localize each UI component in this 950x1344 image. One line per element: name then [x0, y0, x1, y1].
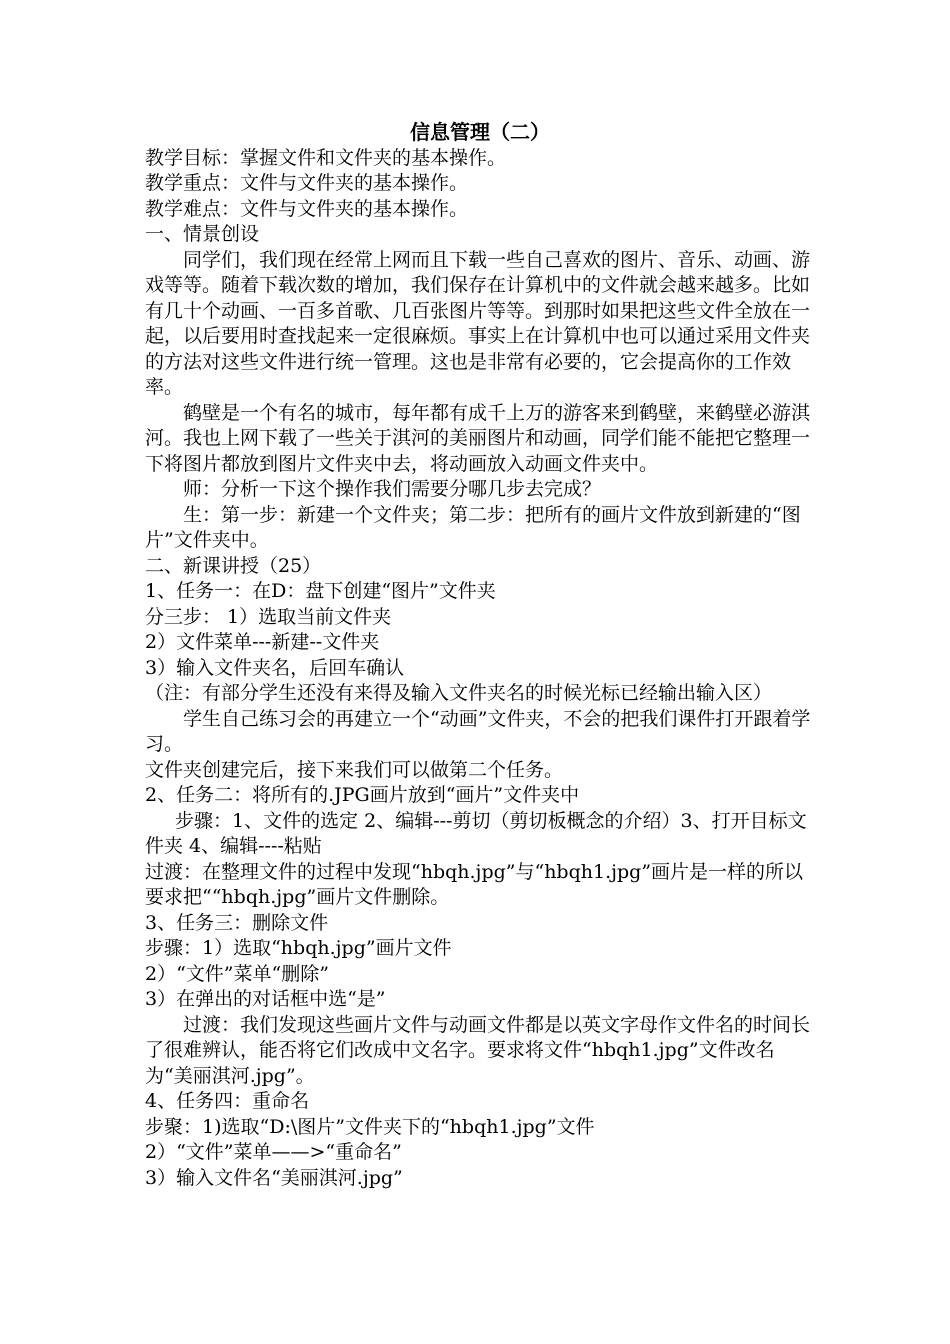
task-heading: 1、任务一：在D：盘下创建“图片”文件夹 — [145, 580, 496, 602]
teaching-difficulty: 教学难点：文件与文件夹的基本操作。 — [145, 197, 469, 220]
step-line: 2）“文件”菜单——>“重命名” — [145, 1141, 402, 1163]
paragraph: 文件夹创建完后，接下来我们可以做第二个任务。 — [145, 758, 564, 781]
teaching-focus: 教学重点：文件与文件夹的基本操作。 — [145, 172, 469, 194]
paragraph: 生：第一步：新建一个文件夹；第二步：把所有的画片文件放到新建的“图片”文件夹中。 — [145, 503, 801, 551]
document-body — [145, 120, 815, 1191]
task-heading: 2、任务二：将所有的.JPG画片放到“画片”文件夹中 — [145, 784, 580, 806]
paragraph: 鹤壁是一个有名的城市，每年都有成千上万的游客来到鹤壁，来鹤壁必游淇河。我也上网下载了一些关于淇河的美丽图片和动画，同学们能不能把它整理一下将图片都放到图片文件夹中去，将动画放入动画文件夹中。 — [145, 401, 811, 475]
step-line: 步聚：1)选取“D:\图片”文件夹下的“hbqh1.jpg”文件 — [145, 1115, 595, 1138]
task-heading: 3、任务三：删除文件 — [145, 911, 329, 934]
transition-paragraph: 过渡：我们发现这些画片文件与动画文件都是以英文字母作文件名的时间长了很难辨认，能否将它们改成中文名字。要求将文件“hbqh1.jpg”文件改名为“美丽淇河.jpg”。 — [145, 1013, 811, 1087]
section-heading: 一、情景创设 — [145, 223, 260, 245]
task-heading: 4、任务四：重命名 — [145, 1090, 310, 1112]
step-line: 2）文件菜单---新建--文件夹 — [145, 631, 380, 653]
step-line: 3）输入文件名“美丽淇河.jpg” — [145, 1166, 403, 1189]
step-line: 3）在弹出的对话框中选“是” — [145, 988, 386, 1010]
page-title: 信息管理（二） — [410, 120, 550, 144]
paragraph: 同学们，我们现在经常上网而且下载一些自己喜欢的图片、音乐、动画、游戏等等。随着下载次数的增加，我们保存在计算机中的文件就会越来越多。比如有几十个动画、一百多首歌、几百张图片等等。到那时如果把这些文件全放在一起，以后要用时查找起来一定很麻烦。事实上在计算机中也可以通过采用文件夹的方法对这些文件进行统一管理。这也是非常有必要的，它会提高你的工作效率。 — [145, 248, 811, 398]
step-line: 3）输入文件夹名，后回车确认 — [145, 656, 405, 679]
step-line: 步骤：1、文件的选定 2、编辑---剪切（剪切板概念的介绍）3、打开目标文件夹 4、编辑----粘贴 — [145, 809, 807, 857]
section-heading: 二、新课讲授（25） — [145, 554, 322, 577]
paragraph: 学生自己练习会的再建立一个“动画”文件夹，不会的把我们课件打开跟着学习。 — [145, 707, 811, 755]
teaching-goal: 教学目标：掌握文件和文件夹的基本操作。 — [145, 146, 507, 169]
note-paragraph: （注：有部分学生还没有来得及输入文件夹名的时候光标已经输出输入区） — [145, 682, 773, 704]
transition-paragraph: 过渡：在整理文件的过程中发现“hbqh.jpg”与“hbqh1.jpg”画片是一样的所以要求把““hbqh.jpg”画片文件删除。 — [145, 860, 804, 908]
step-line: 分三步： 1）选取当前文件夹 — [145, 605, 392, 628]
step-line: 步骤：1）选取“hbqh.jpg”画片文件 — [145, 937, 452, 959]
step-line: 2）“文件”菜单“删除” — [145, 962, 329, 985]
paragraph: 师：分析一下这个操作我们需要分哪几步去完成？ — [183, 478, 602, 500]
